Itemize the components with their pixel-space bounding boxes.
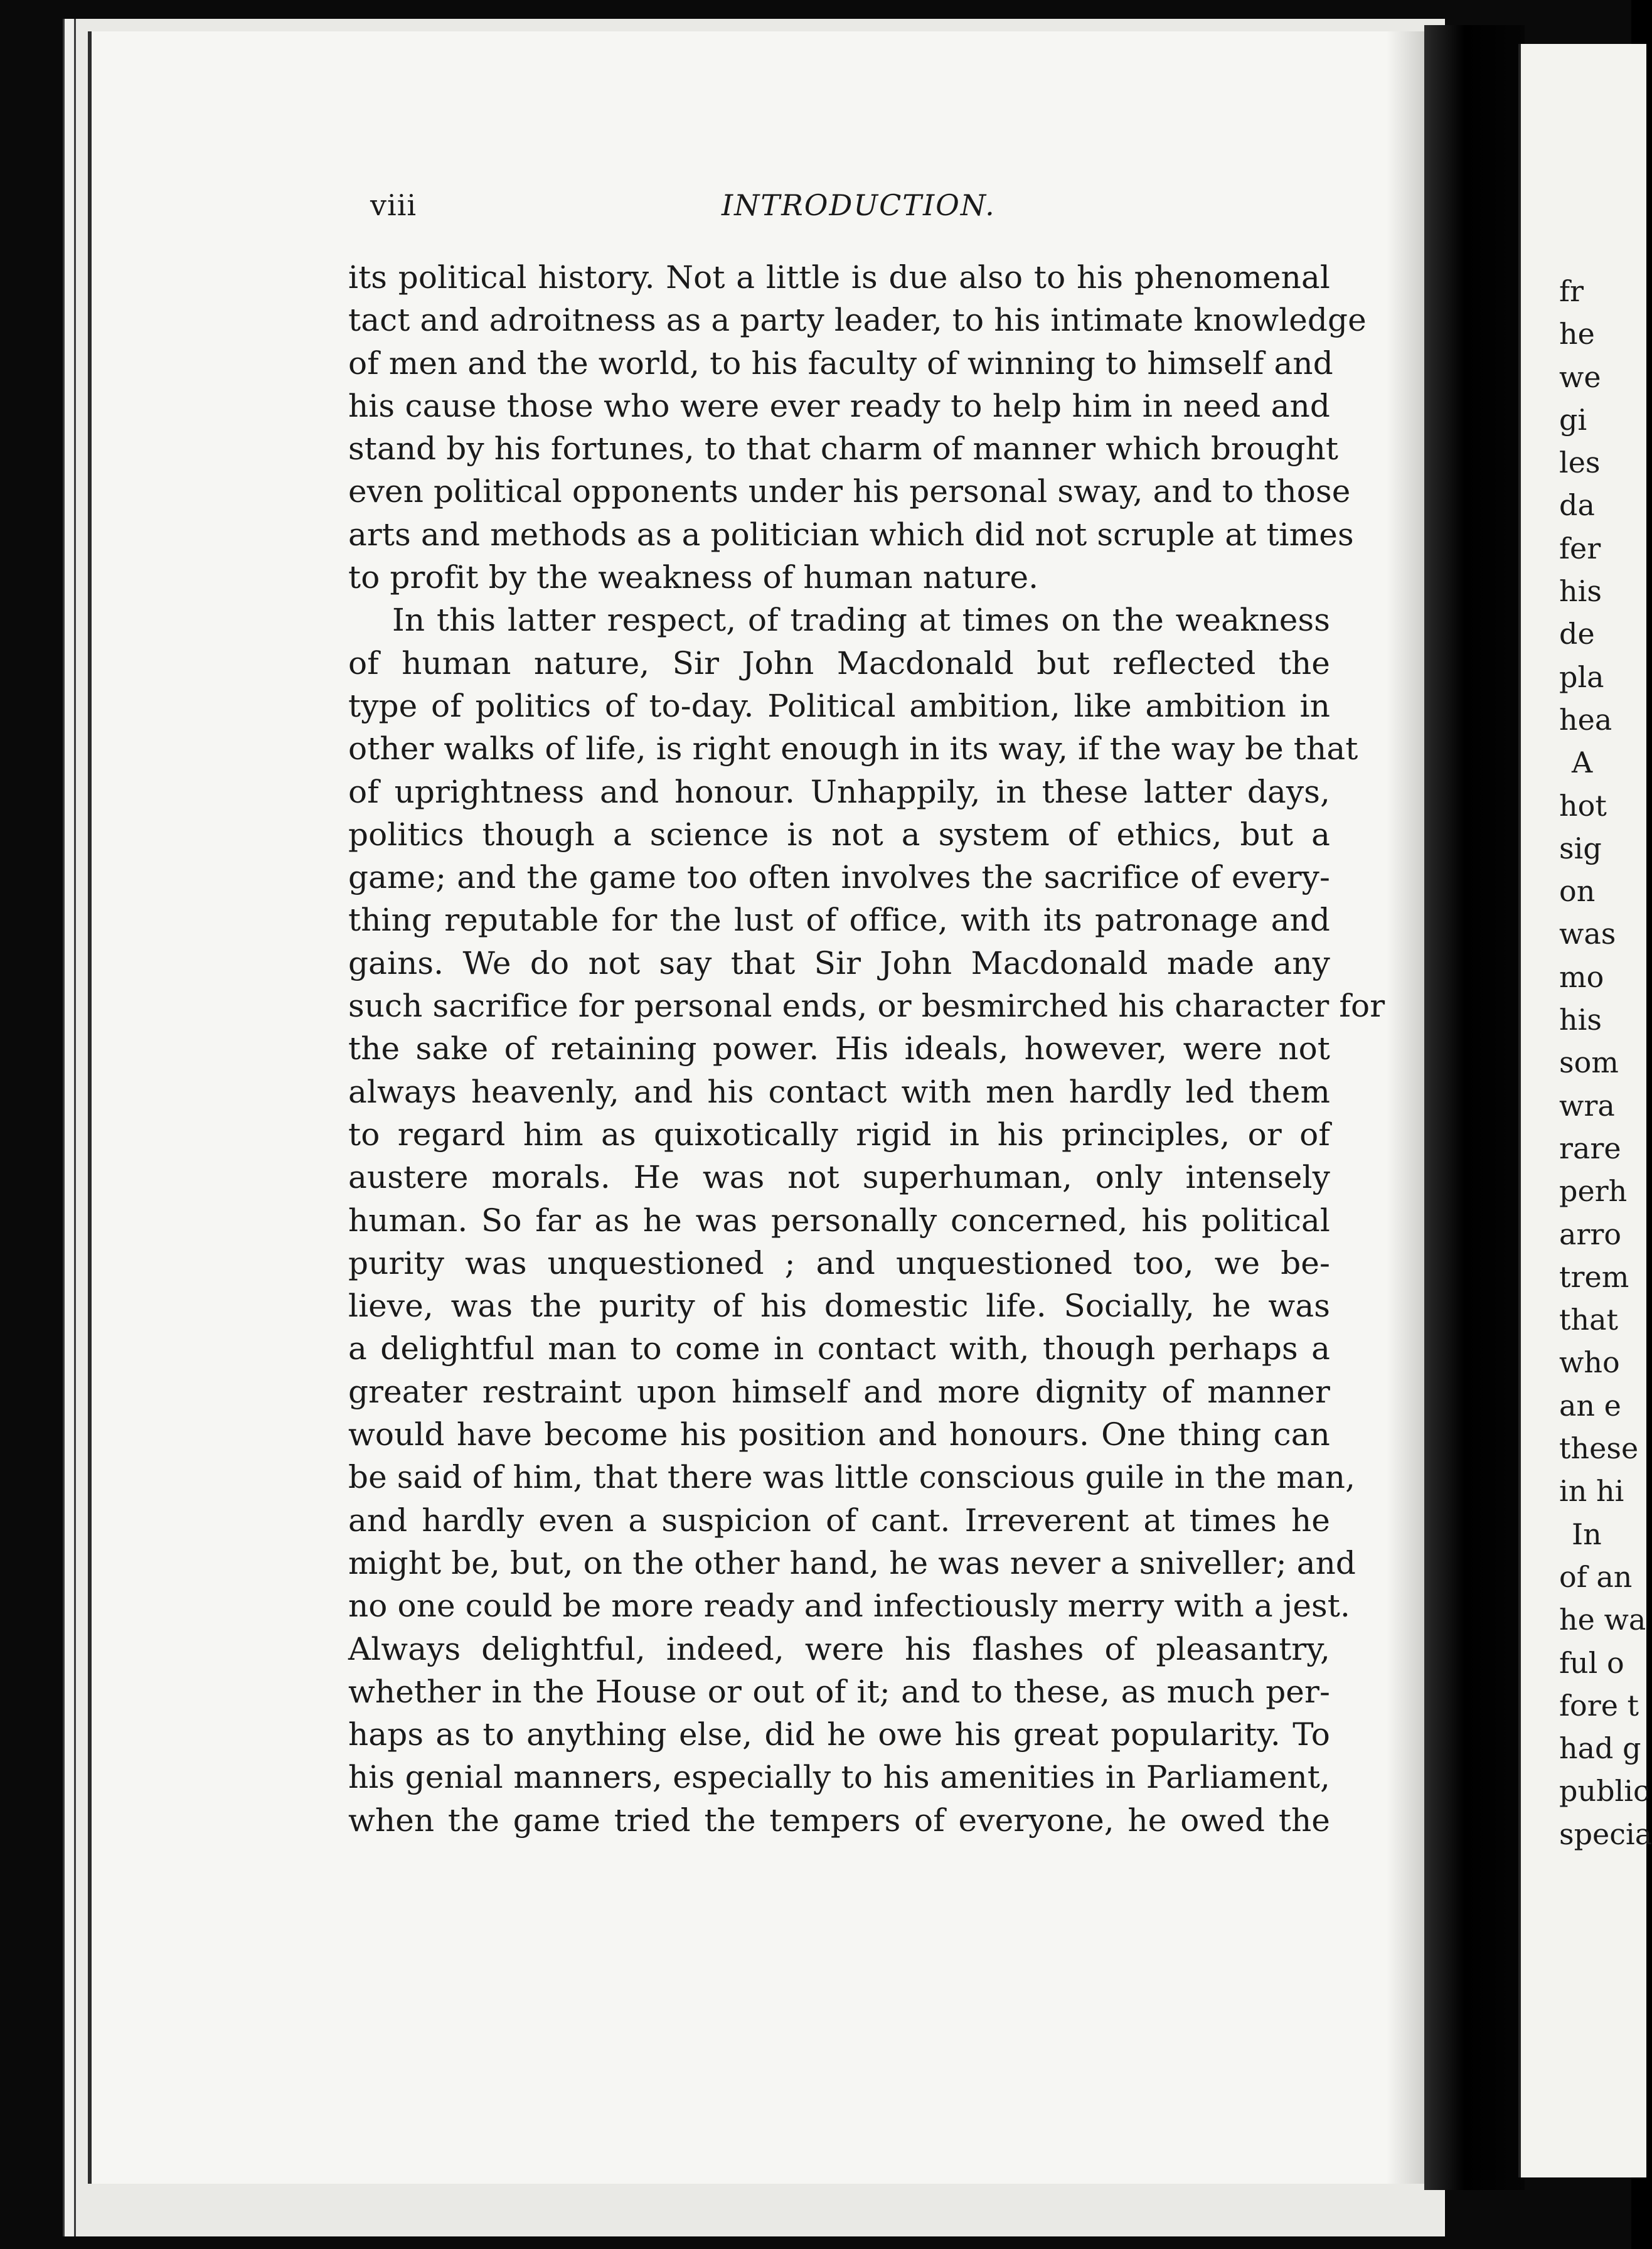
text-line: arts and methods as a politician which did not scruple at times — [348, 516, 1354, 553]
facing-page-fragment: de — [1559, 617, 1595, 651]
text-line: greater restraint upon himself and more dignity of manner — [348, 1373, 1330, 1410]
facing-page-fragment: specia — [1559, 1817, 1652, 1851]
facing-page-fragment: les — [1559, 446, 1601, 480]
text-line: game; and the game too often involves the sacrifice of every- — [348, 859, 1330, 896]
text-line: of men and the world, to his faculty of winning to himself and — [348, 345, 1333, 382]
facing-page-fragment: arro — [1559, 1217, 1622, 1251]
text-line: even political opponents under his personal sway, and to those — [348, 473, 1351, 510]
text-line: whether in the House or out of it; and to these, as much per- — [348, 1673, 1330, 1710]
facing-page-fragment: fore t — [1559, 1688, 1639, 1723]
text-line: gains. We do not say that Sir John Macdonald made any — [348, 944, 1330, 981]
facing-page-fragment: had g — [1559, 1731, 1641, 1766]
text-line: always heavenly, and his contact with men hardly led them — [348, 1073, 1330, 1110]
text-line: purity was unquestioned ; and unquestioned too, we be- — [348, 1244, 1330, 1281]
text-line: type of politics of to-day. Political ambition, like ambition in — [348, 687, 1330, 724]
text-line: might be, but, on the other hand, he was never a sniveller; and — [348, 1544, 1356, 1581]
text-line: such sacrifice for personal ends, or besmirched his character for — [348, 988, 1385, 1025]
facing-page-fragment: his — [1559, 1003, 1602, 1037]
text-line: his genial manners, especially to his amenities in Parliament, — [348, 1759, 1330, 1796]
facing-page-text-fragments — [1559, 270, 1652, 1856]
facing-page-fragment: rare — [1559, 1131, 1621, 1165]
text-line: tact and adroitness as a party leader, to his intimate knowledge — [348, 302, 1367, 339]
text-line: no one could be more ready and infectiously merry with a jest. — [348, 1588, 1350, 1625]
text-line: human. So far as he was personally concerned, his political — [348, 1202, 1330, 1239]
facing-page-fragment: hea — [1559, 702, 1612, 737]
facing-page-fragment: he — [1559, 317, 1595, 351]
facing-page-fragment: he wa — [1559, 1603, 1646, 1637]
page-edge-shadow — [1387, 31, 1424, 2184]
page-header — [370, 188, 1311, 238]
text-line: would have become his position and honours. One thing can — [348, 1416, 1330, 1453]
facing-page-fragment: these — [1559, 1431, 1639, 1466]
text-line: to regard him as quixotically rigid in his principles, or of — [348, 1116, 1330, 1153]
facing-page-fragment: gi — [1559, 402, 1587, 437]
facing-page-fragment: sig — [1559, 831, 1602, 865]
facing-page-fragment: an e — [1559, 1388, 1621, 1423]
text-line: stand by his fortunes, to that charm of manner which brought — [348, 430, 1339, 467]
page-number: viii — [370, 188, 417, 222]
facing-page-fragment: in hi — [1559, 1474, 1624, 1509]
text-line: a delightful man to come in contact with, though perhaps a — [348, 1330, 1330, 1367]
text-line: of uprightness and honour. Unhappily, in these latter days, — [348, 773, 1330, 810]
facing-page-fragment: hot — [1559, 788, 1607, 823]
text-line: Always delightful, indeed, were his flashes of pleasantry, — [348, 1630, 1330, 1667]
text-line: and hardly even a suspicion of cant. Irreverent at times he — [348, 1502, 1330, 1539]
facing-page-fragment: perh — [1559, 1174, 1628, 1209]
facing-page-fragment: A — [1572, 745, 1593, 780]
facing-page-fragment: his — [1559, 574, 1602, 609]
running-head: INTRODUCTION. — [722, 188, 996, 222]
facing-page-fragment: on — [1559, 874, 1596, 909]
text-line: politics though a science is not a system of ethics, but a — [348, 816, 1330, 853]
text-line: thing reputable for the lust of office, with its patronage and — [348, 902, 1330, 939]
facing-page-fragment: pla — [1559, 660, 1604, 694]
facing-page-fragment: fer — [1559, 531, 1601, 565]
text-line: the sake of retaining power. His ideals, however, were not — [348, 1030, 1330, 1067]
text-line: be said of him, that there was little conscious guile in the man, — [348, 1459, 1356, 1496]
text-line: austere morals. He was not superhuman, only intensely — [348, 1159, 1330, 1196]
text-line: other walks of life, is right enough in its way, if the way be that — [348, 730, 1358, 767]
text-line: its political history. Not a little is due also to his phenomenal — [348, 259, 1330, 296]
facing-page-fragment: fr — [1559, 274, 1584, 308]
body-text — [348, 256, 1385, 1842]
facing-page-fragment: In — [1572, 1517, 1602, 1551]
facing-page-fragment: da — [1559, 488, 1595, 523]
facing-page-fragment: that — [1559, 1303, 1619, 1337]
text-line: haps as to anything else, did he owe his great popularity. To — [348, 1716, 1330, 1753]
facing-page-fragment: public — [1559, 1774, 1649, 1808]
text-line: his cause those who were ever ready to help him in need and — [348, 387, 1330, 424]
facing-page-fragment: of an — [1559, 1559, 1633, 1594]
text-line: when the game tried the tempers of everyone, he owed the — [348, 1802, 1330, 1839]
facing-page-fragment: who — [1559, 1345, 1620, 1380]
facing-page-fragment: was — [1559, 917, 1616, 951]
facing-page-fragment: we — [1559, 360, 1601, 394]
facing-page-fragment: ful o — [1559, 1645, 1624, 1680]
text-line: to profit by the weakness of human nature. — [348, 559, 1039, 596]
text-line: of human nature, Sir John Macdonald but reflected the — [348, 644, 1330, 681]
book-gutter — [1424, 25, 1525, 2190]
facing-page-fragment: trem — [1559, 1259, 1629, 1294]
text-line: lieve, was the purity of his domestic life. Socially, he was — [348, 1288, 1330, 1325]
facing-page-fragment: mo — [1559, 959, 1604, 994]
paragraph-start-line: In this latter respect, of trading at times on the weakness — [392, 602, 1330, 639]
facing-page-fragment: som — [1559, 1045, 1619, 1080]
facing-page-fragment: wra — [1559, 1088, 1615, 1123]
